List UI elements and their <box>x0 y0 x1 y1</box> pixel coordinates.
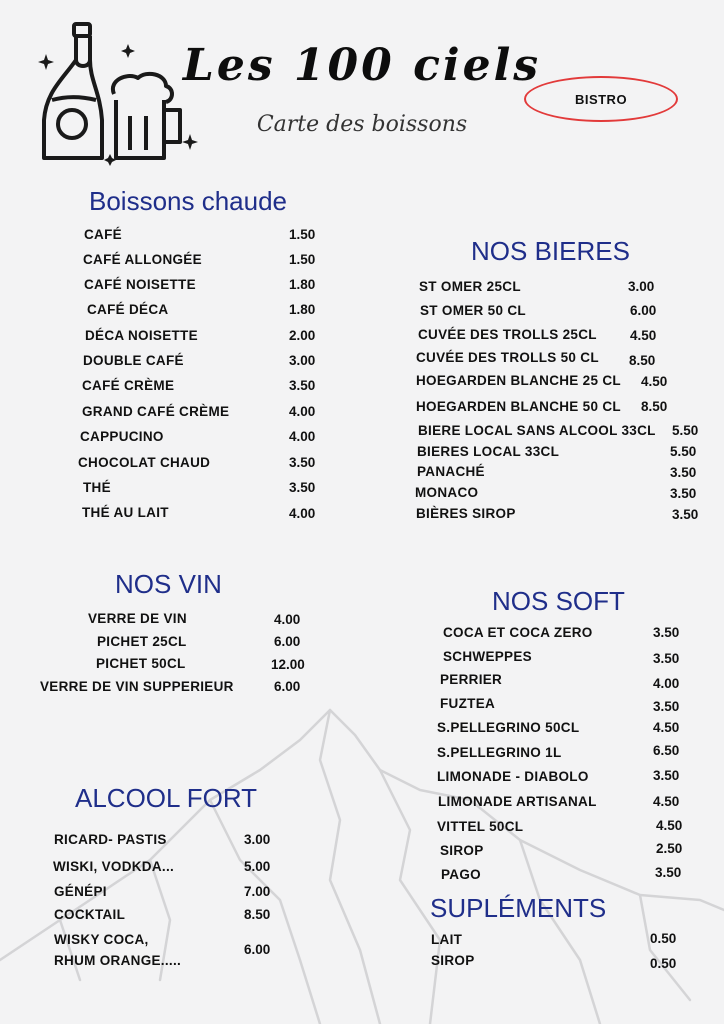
list-item: CAFÉ ALLONGÉE <box>83 252 202 267</box>
item-price: 6.00 <box>274 634 301 649</box>
list-item: PICHET 25CL <box>97 634 187 649</box>
list-item: CAFÉ CRÈME <box>82 378 175 393</box>
list-item: CAFÉ NOISETTE <box>84 277 196 292</box>
item-price: 4.50 <box>653 794 680 809</box>
section-title-nos-bieres: NOS BIERES <box>471 236 630 266</box>
item-price: 3.50 <box>289 455 316 470</box>
list-item: PERRIER <box>440 672 503 687</box>
list-item: RICARD- PASTIS <box>54 832 167 847</box>
item-price: 1.80 <box>289 277 316 292</box>
item-price: 5.50 <box>672 423 699 438</box>
item-price: 4.50 <box>653 720 680 735</box>
list-item: VERRE DE VIN SUPPERIEUR <box>40 679 234 694</box>
item-price: 3.00 <box>289 353 316 368</box>
item-price: 6.00 <box>274 679 301 694</box>
list-item: THÉ AU LAIT <box>82 505 169 520</box>
list-item: PICHET 50CL <box>96 656 186 671</box>
item-price: 3.50 <box>289 480 316 495</box>
item-price: 0.50 <box>650 956 677 971</box>
list-item: SIROP <box>440 843 484 858</box>
list-item: PANACHÉ <box>417 464 485 479</box>
item-price: 2.00 <box>289 328 316 343</box>
item-price: 3.50 <box>653 651 680 666</box>
item-price: 4.50 <box>630 328 657 343</box>
item-price: 1.50 <box>289 252 316 267</box>
list-item: LIMONADE - DIABOLO <box>437 769 589 784</box>
list-item: ST OMER 50 CL <box>420 303 526 318</box>
item-price: 4.00 <box>289 506 316 521</box>
list-item: BIERES LOCAL 33CL <box>417 444 560 459</box>
list-item: HOEGARDEN BLANCHE 50 CL <box>416 399 621 414</box>
page-title: Les 100 ciels <box>182 40 542 91</box>
list-item: SCHWEPPES <box>443 649 532 664</box>
item-price: 3.50 <box>289 378 316 393</box>
list-item: DÉCA NOISETTE <box>85 328 198 343</box>
item-price: 4.50 <box>641 374 668 389</box>
list-item: THÉ <box>83 480 111 495</box>
section-title-boissons-chaude: Boissons chaude <box>89 186 288 216</box>
list-item: VERRE DE VIN <box>88 611 187 626</box>
list-item: WISKI, VODKDA... <box>53 859 175 874</box>
section-title-alcool-fort: ALCOOL FORT <box>75 783 258 813</box>
item-price: 6.00 <box>630 303 657 318</box>
item-price: 8.50 <box>244 907 271 922</box>
item-price: 7.00 <box>244 884 271 899</box>
item-price: 3.50 <box>672 507 699 522</box>
list-item: MONACO <box>415 485 479 500</box>
list-item: COCA ET COCA ZERO <box>443 625 593 640</box>
item-price: 8.50 <box>641 399 668 414</box>
section-title-suplements: SUPLÉMENTS <box>430 893 607 923</box>
page-subtitle: Carte des boissons <box>256 112 468 137</box>
list-item: CAPPUCINO <box>80 429 164 444</box>
item-price: 1.80 <box>289 302 316 317</box>
list-item: GÉNÉPI <box>54 884 107 899</box>
section-title-nos-soft: NOS SOFT <box>492 586 625 616</box>
item-price: 5.00 <box>244 859 271 874</box>
item-price: 3.50 <box>653 768 680 783</box>
list-item: CUVÉE DES TROLLS 50 CL <box>416 350 599 365</box>
list-item: FUZTEA <box>440 696 496 711</box>
item-price: 12.00 <box>271 657 305 672</box>
list-item: CHOCOLAT CHAUD <box>78 455 211 470</box>
list-item: HOEGARDEN BLANCHE 25 CL <box>416 373 621 388</box>
list-item: DOUBLE CAFÉ <box>83 353 184 368</box>
list-item: PAGO <box>441 867 481 882</box>
list-item-continued: RHUM ORANGE..... <box>54 953 182 968</box>
item-price: 2.50 <box>656 841 683 856</box>
item-price: 0.50 <box>650 931 677 946</box>
item-price: 8.50 <box>629 353 656 368</box>
list-item: GRAND CAFÉ CRÈME <box>82 404 230 419</box>
list-item: SIROP <box>431 953 475 968</box>
item-price: 6.00 <box>244 942 271 957</box>
item-price: 1.50 <box>289 227 316 242</box>
item-price: 3.50 <box>670 465 697 480</box>
item-price: 4.00 <box>274 612 301 627</box>
item-price: 6.50 <box>653 743 680 758</box>
item-price: 3.50 <box>653 625 680 640</box>
list-item: LIMONADE ARTISANAL <box>438 794 597 809</box>
item-price: 3.50 <box>655 865 682 880</box>
list-item: S.PELLEGRINO 1L <box>437 745 562 760</box>
item-price: 3.50 <box>670 486 697 501</box>
bistro-badge: BISTRO <box>524 76 678 122</box>
item-price: 3.00 <box>244 832 271 847</box>
list-item: CAFÉ DÉCA <box>87 302 169 317</box>
list-item: LAIT <box>431 932 463 947</box>
list-item: S.PELLEGRINO 50CL <box>437 720 580 735</box>
item-price: 4.00 <box>653 676 680 691</box>
list-item: BIERE LOCAL SANS ALCOOL 33CL <box>418 423 656 438</box>
list-item: WISKY COCA, <box>54 932 149 947</box>
item-price: 3.00 <box>628 279 655 294</box>
list-item: BIÈRES SIROP <box>416 506 516 521</box>
list-item: ST OMER 25CL <box>419 279 521 294</box>
item-price: 4.50 <box>656 818 683 833</box>
item-price: 3.50 <box>653 699 680 714</box>
item-price: 5.50 <box>670 444 697 459</box>
list-item: VITTEL 50CL <box>437 819 524 834</box>
list-item: CUVÉE DES TROLLS 25CL <box>418 327 597 342</box>
list-item: CAFÉ <box>84 227 122 242</box>
section-title-nos-vin: NOS VIN <box>115 569 222 599</box>
list-item: COCKTAIL <box>54 907 126 922</box>
item-price: 4.00 <box>289 429 316 444</box>
item-price: 4.00 <box>289 404 316 419</box>
